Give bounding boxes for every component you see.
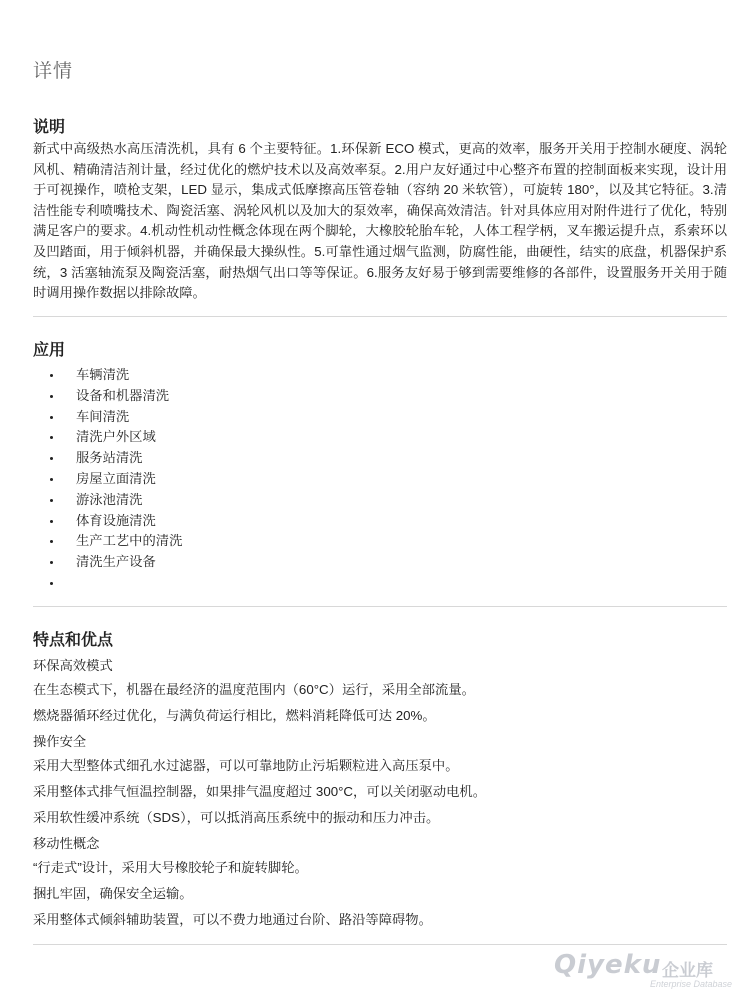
bullet-icon (50, 374, 53, 377)
feature-item: 在生态模式下，机器在最经济的温度范围内（60°C）运行，采用全部流量。 (33, 682, 475, 697)
feature-item: “行走式”设计，采用大号橡胶轮子和旋转脚轮。 (33, 860, 308, 875)
list-item-label: 房屋立面清洗 (76, 470, 156, 486)
page-title: 详情 (33, 61, 74, 82)
list-item (33, 531, 727, 552)
bullet-icon (50, 416, 53, 419)
bullet-icon (50, 457, 53, 460)
list-item-label: 清洗户外区域 (76, 429, 156, 445)
list-item (33, 407, 727, 428)
feature-item: 燃烧器循环经过优化，与满负荷运行相比，燃料消耗降低可达 20%。 (33, 708, 436, 723)
feature-group-title: 环保高效模式 (33, 658, 113, 673)
list-item (33, 573, 727, 594)
applications-heading: 应用 (33, 342, 66, 359)
bullet-icon (50, 478, 53, 481)
bullet-icon (50, 561, 53, 564)
divider (33, 944, 727, 945)
list-item (33, 448, 727, 469)
list-item-label: 体育设施清洗 (76, 512, 156, 528)
list-item-label: 车辆清洗 (76, 367, 130, 382)
feature-item: 采用整体式排气恒温控制器，如果排气温度超过 300°C，可以关闭驱动电机。 (33, 784, 487, 799)
list-item (33, 511, 727, 532)
bullet-icon (50, 540, 53, 543)
features-heading: 特点和优点 (33, 632, 114, 649)
divider (33, 316, 727, 317)
list-item-label: 车间清洗 (76, 408, 130, 424)
features-list (33, 656, 727, 936)
feature-item: 采用整体式倾斜辅助装置，可以不费力地通过台阶、路沿等障碍物。 (33, 912, 432, 927)
list-item (33, 386, 727, 407)
feature-group-title: 移动性概念 (33, 836, 100, 851)
list-item-label: 生产工艺中的清洗 (76, 533, 183, 549)
bullet-icon (50, 582, 53, 585)
watermark-brand: Qiyeku (554, 950, 662, 980)
list-item-label: 服务站清洗 (76, 450, 143, 466)
list-item-label: 设备和机器清洗 (76, 387, 170, 403)
bullet-icon (50, 520, 53, 523)
list-item (33, 427, 727, 448)
feature-item: 捆扎牢固，确保安全运输。 (33, 886, 193, 901)
divider (33, 606, 727, 607)
list-item-label: 清洗生产设备 (76, 554, 156, 570)
bullet-icon (50, 499, 53, 502)
list-item (33, 365, 727, 386)
list-item (33, 490, 727, 511)
feature-item: 采用大型整体式细孔水过滤器，可以可靠地防止污垢颗粒进入高压泵中。 (33, 758, 459, 773)
description-heading: 说明 (33, 119, 66, 136)
applications-list (33, 365, 727, 594)
watermark-cn: 企业库 (662, 961, 713, 980)
list-item (33, 552, 727, 573)
bullet-icon (50, 395, 53, 398)
list-item (33, 469, 727, 490)
bullet-icon (50, 436, 53, 439)
feature-group-title: 操作安全 (33, 734, 87, 749)
description-text: 新式中高级热水高压清洗机，具有 6 个主要特征。1.环保新 ECO 模式，更高的效率，服务开关用于控制水硬度、涡轮风机、精确清洁剂计量，经过优化的燃炉技术以及高效率泵。2.用户友好通过中心整齐布置的控制面板来实现，设计用于可视操作，喷枪支架，LED 显示，集成式低摩擦高压管卷轴（容纳 20 米软管），可旋转 180°，以及其它特征。3.清洁性能专利喷嘴技术、陶瓷活塞、涡轮风机以及加大的泵效率，确保高效清洁。针对具体应用对附件进行了优化，特别满足客户的要求。4.机动性机动性概念体现在两个脚轮，大橡胶轮胎车轮，人体工程学柄，叉车搬运提升点，系索环以及凹踏面，用于倾斜机器，并确保最大操纵性。5.可靠性通过烟气监测，防腐性能，曲硬性，结实的底盘，机器保护系统，3 活塞轴流泵及陶瓷活塞，耐热烟气出口等等保证。6.服务友好易于够到需要维修的各部件，设置服务开关用于随时调用操作数据以排除故障。 (33, 141, 727, 301)
feature-item: 采用软性缓冲系统（SDS），可以抵消高压系统中的振动和压力冲击。 (33, 810, 440, 825)
watermark-logo (554, 950, 734, 990)
list-item-label: 游泳池清洗 (76, 491, 143, 507)
watermark-sub: Enterprise Database (650, 979, 733, 989)
